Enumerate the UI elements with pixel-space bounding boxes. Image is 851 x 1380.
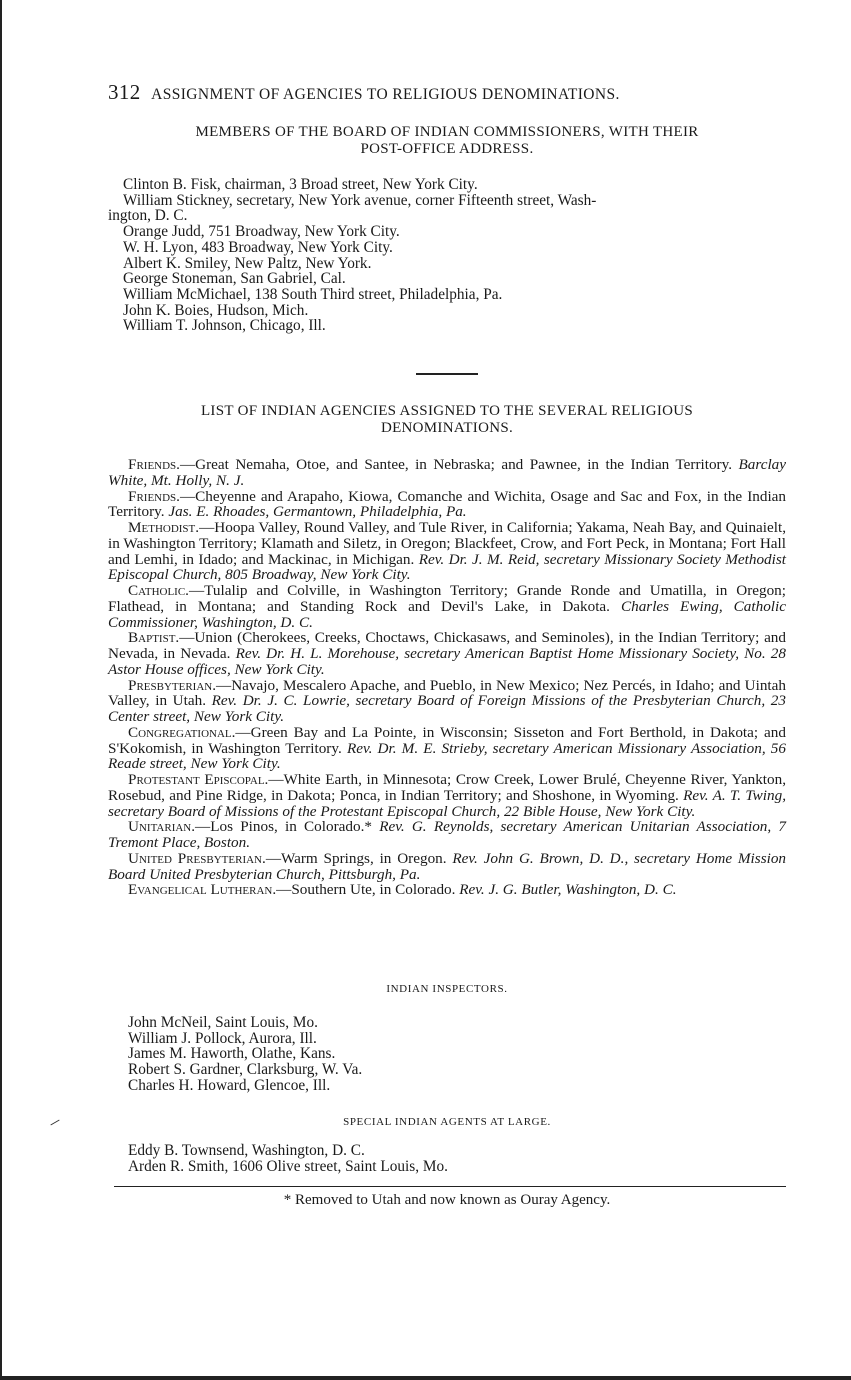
denomination-name: Evangelical Lutheran. xyxy=(128,881,277,899)
inspectors-list xyxy=(108,1015,786,1094)
board-member: John K. Boies, Hudson, Mich. xyxy=(123,301,309,319)
denomination-name: Presbyterian. xyxy=(128,676,217,694)
denomination-name: Unitarian. xyxy=(128,818,196,836)
agency-text: —Tulalip and Colville, in Washington Territory; Grande Ronde and Umatilla, in Oregon; Flathead, in Montana; and Standing Rock and Devil's Lake, in Dakota. xyxy=(108,582,786,615)
stray-mark xyxy=(50,1120,59,1126)
inspector-name: Charles H. Howard, Glencoe, Ill. xyxy=(128,1076,331,1094)
agency-text: —Hoopa Valley, Round Valley, and Tule River, in California; Yakama, Neah Bay, and Quinaielt, in Washington Territory; Klamath and Siletz, in Oregon; Blackfeet, Crow, and Fort Peck, in Montana; Fort Hall and Lemhi, in Idado; and Mackinac, in Michigan. xyxy=(108,519,786,568)
inspector-name: James M. Haworth, Olathe, Kans. xyxy=(128,1045,336,1063)
denomination-name: Friends. xyxy=(128,487,180,505)
board-heading xyxy=(108,124,786,158)
agency-text: —Union (Cherokees, Creeks, Choctaws, Chickasaws, and Seminoles), in the Indian Territory; and Nevada, in Nevada. xyxy=(108,629,786,662)
board-member: George Stoneman, San Gabriel, Cal. xyxy=(123,270,346,288)
inspectors-heading: INDIAN INSPECTORS. xyxy=(386,983,508,995)
running-header xyxy=(108,80,786,105)
agency-contact: Rev. Dr. J. M. Reid, secretary Missionary Society Methodist Episcopal Church, 805 Broadway, New York City. xyxy=(108,550,786,584)
board-member: William T. Johnson, Chicago, Ill. xyxy=(123,317,326,335)
agency-entry xyxy=(108,725,786,772)
denomination-name: Congregational. xyxy=(128,723,236,741)
agency-contact: Rev. A. T. Twing, secretary Board of Missions of the Protestant Episcopal Church, 22 Bible House, New York City. xyxy=(108,786,786,820)
board-member: Clinton B. Fisk, chairman, 3 Broad street, New York City. xyxy=(123,176,478,193)
board-member: W. H. Lyon, 483 Broadway, New York City. xyxy=(123,238,393,256)
footnote-rule xyxy=(114,1186,786,1187)
footnote: * Removed to Utah and now known as Ouray Agency. xyxy=(283,1192,611,1208)
board-member: William McMichael, 138 South Third street, Philadelphia, Pa. xyxy=(123,285,503,303)
denomination-name: Protestant Episcopal. xyxy=(128,771,269,788)
special-agent-name: Eddy B. Townsend, Washington, D. C. xyxy=(128,1142,365,1159)
page-number: 312 xyxy=(108,80,141,104)
agencies-heading-line2: DENOMINATIONS. xyxy=(380,420,514,436)
board-members-list xyxy=(108,177,786,334)
agency-entry xyxy=(108,772,786,819)
agency-entry xyxy=(108,819,786,851)
denomination-name: Catholic. xyxy=(128,582,189,599)
agency-entry xyxy=(108,630,786,677)
agency-contact: Barclay White, Mt. Holly, N. J. xyxy=(108,456,786,489)
agency-contact: Rev. John G. Brown, D. D., secretary Home Mission Board United Presbyterian Church, Pittsburgh, Pa. xyxy=(108,849,787,883)
board-member: Albert K. Smiley, New Paltz, New York. xyxy=(123,254,372,272)
denomination-name: Baptist. xyxy=(128,629,180,647)
page-border-left xyxy=(0,0,2,1380)
agency-contact: Rev. Dr. H. L. Morehouse, secretary American Baptist Home Missionary Society, No. 28 Astor House offices, New York City. xyxy=(108,645,786,678)
board-member: William Stickney, secretary, New York avenue, corner Fifteenth street, Wash- xyxy=(123,191,597,209)
board-member: Orange Judd, 751 Broadway, New York City. xyxy=(123,223,400,241)
agency-entry xyxy=(108,489,786,521)
agency-contact: Charles Ewing, Catholic Commissioner, Washington, D. C. xyxy=(108,597,786,631)
agency-contact: Rev. Dr. M. E. Strieby, secretary American Missionary Association, 56 Reade street, New York City. xyxy=(108,739,786,773)
inspector-name: John McNeil, Saint Louis, Mo. xyxy=(128,1014,318,1031)
special-agent-name: Arden R. Smith, 1606 Olive street, Saint Louis, Mo. xyxy=(128,1157,448,1175)
inspector-name: Robert S. Gardner, Clarksburg, W. Va. xyxy=(128,1061,363,1079)
agencies-list xyxy=(108,457,786,898)
agency-contact: Rev. G. Reynolds, secretary American Unitarian Association, 7 Tremont Place, Boston. xyxy=(108,818,786,851)
agencies-heading-line1: LIST OF INDIAN AGENCIES ASSIGNED TO THE SEVERAL RELIGIOUS xyxy=(200,403,694,419)
board-heading-line2: POST-OFFICE ADDRESS. xyxy=(360,141,534,157)
agency-text: —Navajo, Mescalero Apache, and Pueblo, in New Mexico; Nez Percés, in Idaho; and Uintah Valley, in Utah. xyxy=(108,676,786,710)
agency-entry xyxy=(108,457,786,489)
board-heading-line1: MEMBERS OF THE BOARD OF INDIAN COMMISSIONERS, WITH THEIR xyxy=(195,124,699,140)
agency-text: —Cheyenne and Arapaho, Kiowa, Comanche and Wichita, Osage and Sac and Fox, in the Indian Territory. xyxy=(108,487,786,521)
special-agents-heading: SPECIAL INDIAN AGENTS AT LARGE. xyxy=(343,1116,551,1128)
agency-text: —White Earth, in Minnesota; Crow Creek, Lower Brulé, Cheyenne River, Yankton, Rosebud, and Pine Ridge, in Dakota; Ponca, in Indian Territory; and Shoshone, in Wyoming. xyxy=(108,771,786,804)
agency-entry xyxy=(108,520,786,583)
agency-text: —Warm Springs, in Oregon. xyxy=(265,849,453,867)
denomination-name: Methodist. xyxy=(128,519,200,536)
special-agents-list xyxy=(108,1143,786,1174)
agency-contact: Rev. Dr. J. C. Lowrie, secretary Board of Foreign Missions of the Presbyterian Church, 23 Center street, New York City. xyxy=(108,692,786,725)
agency-text: —Great Nemaha, Otoe, and Santee, in Nebraska; and Pawnee, in the Indian Territory. xyxy=(179,456,739,473)
agency-entry xyxy=(108,678,786,725)
board-member: ington, D. C. xyxy=(108,207,188,225)
agency-entry xyxy=(108,851,786,883)
agencies-heading xyxy=(108,403,786,437)
agency-contact: Jas. E. Rhoades, Germantown, Philadelphia, Pa. xyxy=(168,503,467,521)
agency-entry xyxy=(108,583,786,630)
page-border-bottom xyxy=(0,1376,851,1380)
agency-text: —Southern Ute, in Colorado. xyxy=(276,881,460,899)
denomination-name: Friends. xyxy=(128,456,180,473)
section-divider xyxy=(416,373,478,375)
inspector-name: William J. Pollock, Aurora, Ill. xyxy=(128,1029,317,1047)
agency-text: —Los Pinos, in Colorado.* xyxy=(195,818,380,836)
running-title: ASSIGNMENT OF AGENCIES TO RELIGIOUS DENOMINATIONS. xyxy=(151,86,620,103)
agency-contact: Rev. J. G. Butler, Washington, D. C. xyxy=(459,881,677,899)
agency-entry xyxy=(108,882,786,898)
denomination-name: United Presbyterian. xyxy=(128,849,266,867)
agency-text: —Green Bay and La Pointe, in Wisconsin; Sisseton and Fort Berthold, in Dakota; and S'Kokomish, in Washington Territory. xyxy=(108,723,786,757)
